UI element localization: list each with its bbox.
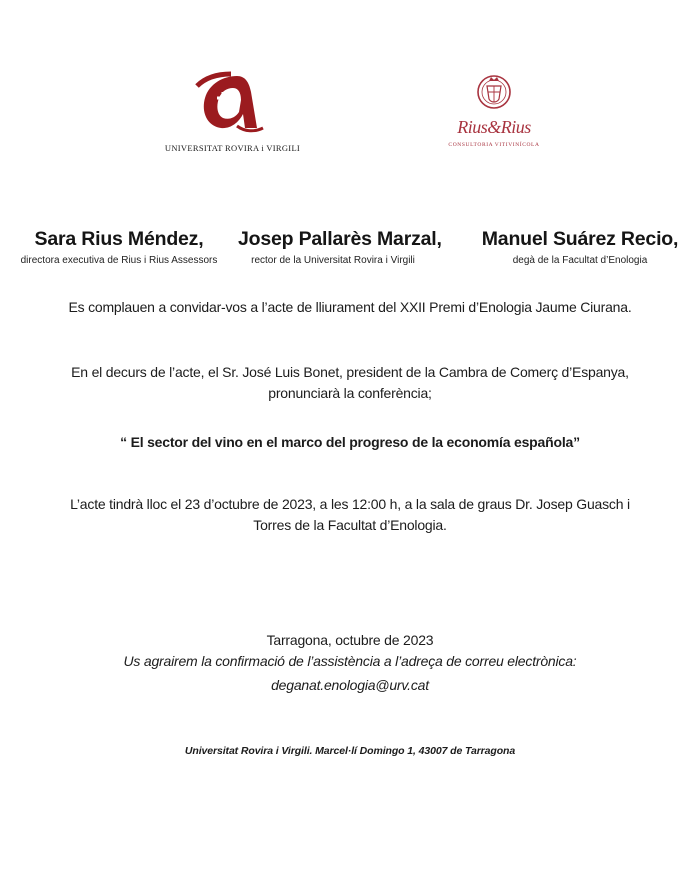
- urv-emblem-icon: [193, 70, 273, 138]
- lecture-text: En el decurs de l’acte, el Sr. José Luis Bonet, president de la Cambra de Comerç d’Espanya, pronunciarà la conferència;: [71, 364, 629, 401]
- host-role: rector de la Universitat Rovira i Virgili: [251, 255, 415, 266]
- invitation-text: Es complauen a convidar-vos a l’acte de lliurament del XXII Premi d’Enologia Jaume Ciurana.: [68, 299, 632, 315]
- urv-name: UNIVERSITAT ROVIRA i VIRGILI: [164, 143, 301, 153]
- host-role: degà de la Facultat d’Enologia: [512, 255, 648, 266]
- lecture-title: “ El sector del vino en el marco del progreso de la economía española”: [120, 434, 580, 450]
- host-manuel-suarez: [466, 228, 694, 266]
- rius-seal-icon: [475, 72, 513, 112]
- host-name: Manuel Suárez Recio,: [481, 228, 679, 250]
- host-role: directora executiva de Rius i Rius Assessors: [20, 255, 218, 266]
- host-name: Sara Rius Méndez,: [34, 228, 204, 250]
- rsvp-email-link[interactable]: deganat.enologia@urv.cat: [271, 677, 429, 693]
- urv-logo: [150, 70, 315, 160]
- place-date: Tarragona, octubre de 2023: [266, 632, 434, 648]
- rius-tagline: CONSULTORIA VITIVINÍCOLA: [448, 142, 540, 148]
- host-name: Josep Pallarès Marzal,: [238, 228, 442, 250]
- address: Universitat Rovira i Virgili. Marcel·lí Domingo 1, 43007 de Tarragona: [184, 745, 516, 757]
- rius-wordmark: Rius&Rius: [457, 117, 531, 137]
- rsvp-text: Us agrairem la confirmació de l’assistència a l’adreça de correu electrònica:: [123, 653, 577, 669]
- host-josep-pallares: [238, 228, 442, 266]
- rius-logo: [432, 72, 556, 158]
- host-sara-rius: [10, 228, 228, 266]
- event-details: L’acte tindrà lloc el 23 d’octubre de 2023, a les 12:00 h, a la sala de graus Dr. Josep Guasch i Torres de la Facultat d’Enologia.: [70, 496, 630, 533]
